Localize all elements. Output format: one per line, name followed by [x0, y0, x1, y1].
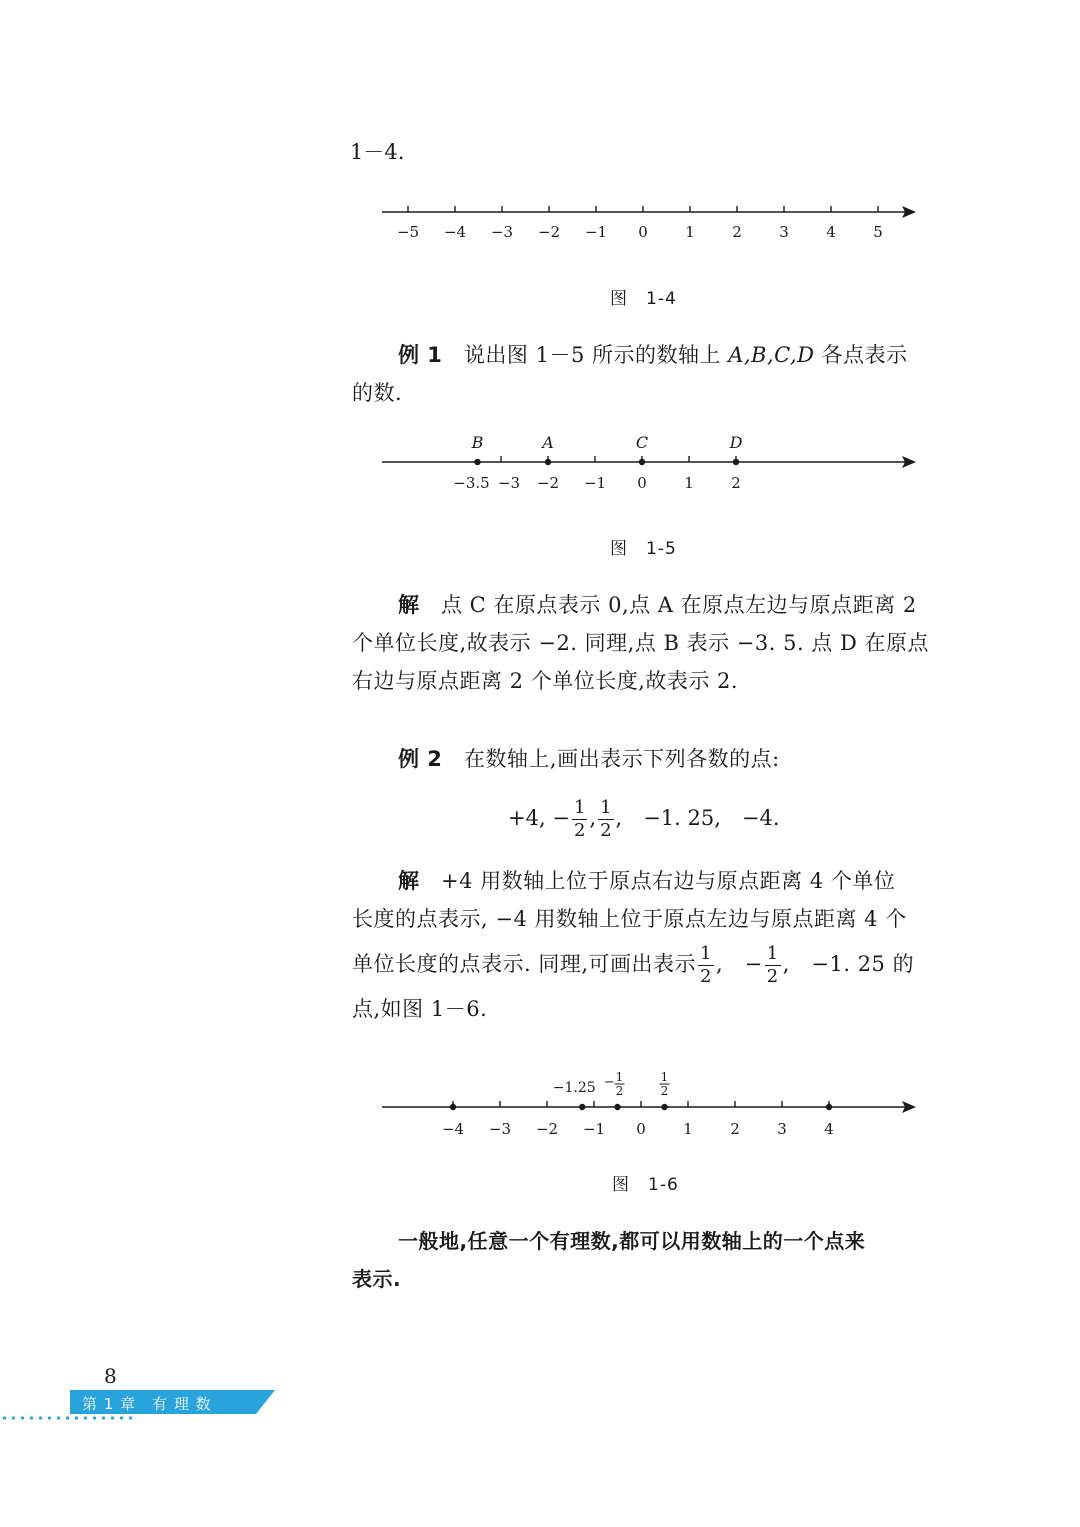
point-A [545, 459, 551, 465]
example-1-label: 例 1 [398, 343, 443, 367]
tick-label: 0 [636, 1120, 646, 1138]
figure-1-4-number-line [370, 196, 930, 256]
tick-label: −1 [582, 1120, 606, 1138]
tick-label: 2 [731, 474, 741, 492]
point-marker [661, 1104, 667, 1110]
example-2 [352, 740, 948, 778]
solution-2-line3c: , −1. 25 的 [782, 952, 915, 976]
point-B [474, 459, 480, 465]
chapter-label: 第 1 章 有 理 数 [82, 1395, 212, 1413]
label-denominator: 2 [615, 1084, 624, 1098]
label-minus: − [604, 1075, 615, 1090]
tick-label: 0 [637, 474, 647, 492]
tick-label: 3 [777, 1120, 787, 1138]
tick-label: 2 [732, 223, 742, 241]
label-neg-1-25: −1.25 [552, 1080, 596, 1096]
fraction-numerator: 1 [573, 797, 586, 818]
example-1-text3: 的数. [352, 381, 403, 405]
example-2-text: 在数轴上,画出表示下列各数的点: [463, 747, 780, 771]
figure-1-4-caption: 图 1-4 [610, 289, 677, 309]
solution-2-label: 解 [398, 869, 420, 893]
tick-label: −3.5 [453, 474, 490, 492]
solution-1-line3: 右边与原点距离 2 个单位长度,故表示 2. [352, 669, 739, 693]
solution-2-line3b: , − [715, 952, 763, 976]
fraction-half [598, 799, 613, 840]
solution-1-line2: 个单位长度,故表示 −2. 同理,点 B 表示 −3. 5. 点 D 在原点 [352, 631, 929, 655]
fraction-half [572, 799, 587, 840]
point-marker [614, 1104, 620, 1110]
solution-2-line4: 点,如图 1－6. [352, 997, 488, 1021]
example-2-number-list [508, 792, 780, 844]
tick-label: 1 [683, 1120, 693, 1138]
tick-label: −4 [443, 223, 467, 241]
fraction-numerator: 1 [600, 797, 612, 818]
example-1-text1: 说出图 1－5 所示的数轴上 [463, 343, 722, 367]
top-fragment: 1－4. [350, 140, 405, 164]
list-remaining: , −1. 25, −4. [615, 806, 780, 830]
list-separator: , [589, 806, 597, 830]
conclusion [352, 1222, 948, 1298]
tick-label: 4 [824, 1120, 834, 1138]
tick-label: −1 [584, 223, 608, 241]
tick-label: −1 [583, 474, 607, 492]
solution-2-line1: +4 用数轴上位于原点右边与原点距离 4 个单位 [441, 869, 896, 893]
tick-label: 1 [684, 474, 694, 492]
example-1-letters: A,B,C,D [728, 343, 815, 367]
point-label: D [729, 433, 743, 452]
label-numerator: 1 [660, 1070, 669, 1084]
conclusion-line1: 一般地,任意一个有理数,都可以用数轴上的一个点来 [398, 1229, 866, 1253]
fraction-denominator: 2 [766, 966, 779, 987]
tick-label: 2 [730, 1120, 740, 1138]
point-label: C [635, 433, 649, 452]
point-marker [826, 1104, 832, 1110]
conclusion-line2: 表示. [352, 1267, 402, 1291]
fraction-half [698, 945, 714, 986]
example-1 [352, 336, 948, 412]
tick-label: −3 [497, 474, 521, 492]
tick-label: 5 [873, 223, 883, 241]
fraction-numerator: 1 [766, 943, 779, 964]
tick-label: −3 [488, 1120, 512, 1138]
fraction-denominator: 2 [573, 820, 586, 841]
solution-2-line3a: 单位长度的点表示. 同理,可画出表示 [352, 952, 697, 976]
tick-label: 3 [779, 223, 789, 241]
solution-1-label: 解 [398, 593, 420, 617]
fraction-denominator: 2 [700, 966, 712, 987]
solution-2-line2: 长度的点表示, −4 用数轴上位于原点左边与原点距离 4 个 [352, 907, 907, 931]
footer-dotted-rule [0, 1416, 135, 1420]
solution-1 [352, 586, 948, 700]
fraction-denominator: 2 [600, 820, 612, 841]
figure-1-6-caption: 图 1-6 [612, 1175, 679, 1195]
figure-1-6-number-line [370, 1062, 930, 1142]
tick-label: 1 [685, 223, 695, 241]
tick-label: 4 [826, 223, 836, 241]
list-item-plus4: +4, [508, 806, 546, 830]
tick-label: −3 [490, 223, 514, 241]
figure-1-5-caption: 图 1-5 [610, 539, 677, 559]
fraction-half [765, 945, 781, 986]
point-label: B [471, 433, 484, 452]
example-2-label: 例 2 [398, 747, 443, 771]
point-marker [450, 1104, 456, 1110]
point-label: A [542, 433, 554, 452]
fraction-numerator: 1 [700, 943, 712, 964]
page-number: 8 [104, 1364, 117, 1388]
point-D [733, 459, 739, 465]
solution-2 [352, 862, 948, 1028]
figure-1-5-number-line [370, 428, 930, 498]
solution-1-line1: 点 C 在原点表示 0,点 A 在原点左边与原点距离 2 [441, 593, 917, 617]
label-numerator: 1 [615, 1070, 624, 1084]
label-denominator: 2 [660, 1084, 669, 1098]
example-1-text2: 各点表示 [814, 343, 908, 367]
point-C [639, 459, 645, 465]
list-minus-sign: − [552, 806, 570, 830]
tick-label: −5 [396, 223, 420, 241]
tick-label: −2 [536, 474, 560, 492]
tick-label: 0 [638, 223, 648, 241]
tick-label: −2 [535, 1120, 559, 1138]
tick-label: −2 [537, 223, 561, 241]
point-marker [579, 1104, 585, 1110]
tick-label: −4 [441, 1120, 465, 1138]
